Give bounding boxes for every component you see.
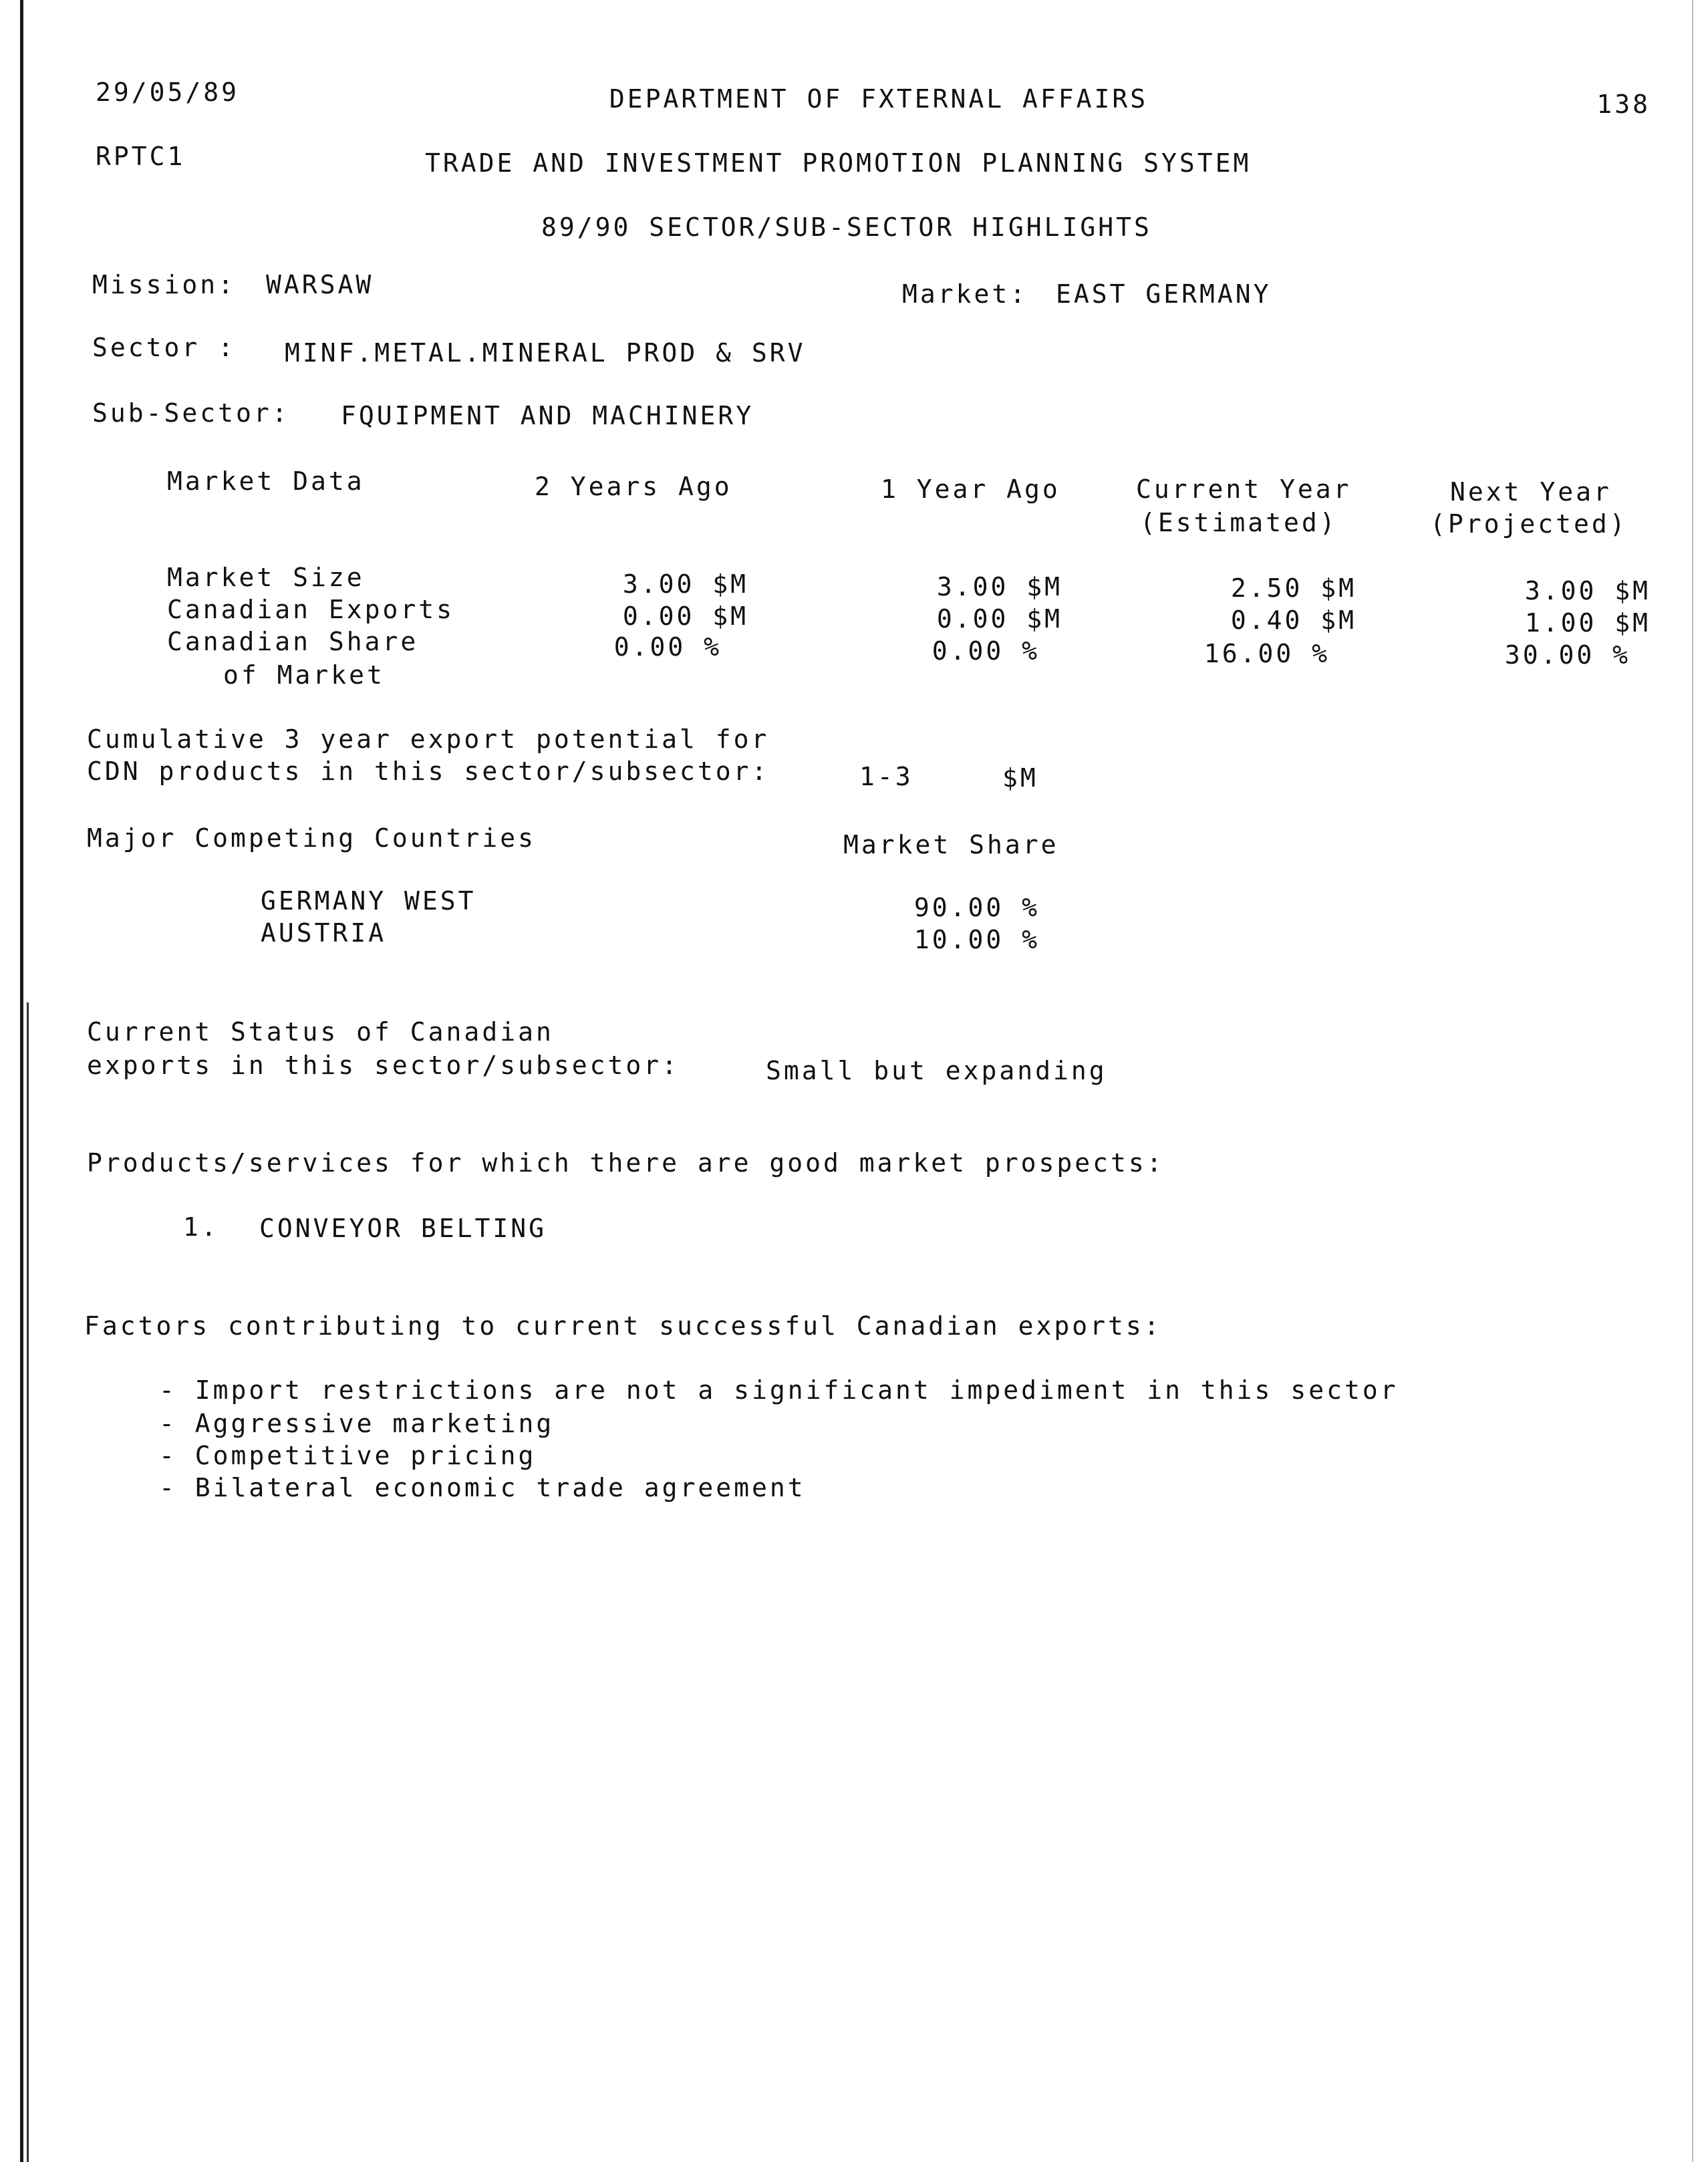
scan-right-edge [1692,0,1693,2162]
cell-value: 30.00 % [1504,640,1630,670]
row-label-market-size: Market Size [167,563,365,592]
sub-sector-label: Sub-Sector: [92,398,290,428]
cell-value: 3.00 $M [936,572,1062,601]
cell-value: 3.00 $M [1524,576,1651,605]
product-number: 1. [183,1212,219,1242]
row-label-of-market: of Market [223,660,385,690]
report-date: 29/05/89 [96,78,240,107]
current-status-line2: exports in this sector/subsector: [87,1051,680,1080]
sector-value: MINF.METAL.MINERAL PROD & SRV [285,338,806,368]
column-header-next-year: Next Year [1450,477,1612,507]
mission-label: Mission: [92,270,237,299]
scan-edge-line [20,0,23,2162]
row-label-canadian-share: Canadian Share [167,627,419,656]
column-subheader-projected: (Projected) [1430,509,1628,539]
report-title: 89/90 SECTOR/SUB-SECTOR HIGHLIGHTS [541,213,1152,242]
current-status-value: Small but expanding [766,1056,1107,1085]
cell-value: 16.00 % [1203,639,1330,668]
factor-item: - Competitive pricing [159,1441,537,1470]
column-header-2-years-ago: 2 Years Ago [535,472,732,501]
competitor-country: AUSTRIA [261,918,387,948]
competitors-share-header: Market Share [843,830,1059,859]
cell-value: 3.00 $M [622,569,748,599]
cell-value: 0.40 $M [1230,605,1357,635]
current-status-line1: Current Status of Canadian [87,1017,554,1047]
scan-edge-line-secondary [27,1002,29,2162]
sub-sector-value: FQUIPMENT AND MACHINERY [341,401,754,430]
row-label-canadian-exports: Canadian Exports [167,595,455,624]
factor-item: - Bilateral economic trade agreement [159,1473,806,1502]
column-header-1-year-ago: 1 Year Ago [881,475,1060,504]
column-header-current-year: Current Year [1136,475,1352,504]
products-header: Products/services for which there are good market prospects: [87,1148,1165,1178]
market-label: Market: [902,279,1028,309]
export-potential-line2: CDN products in this sector/subsector: [87,757,770,786]
factor-item: - Aggressive marketing [159,1409,555,1438]
system-title: TRADE AND INVESTMENT PROMOTION PLANNING SYSTEM [425,148,1252,178]
cell-value: 0.00 % [932,636,1040,666]
competitors-header: Major Competing Countries [87,823,536,853]
department-title: DEPARTMENT OF FXTERNAL AFFAIRS [609,84,1149,114]
export-potential-line1: Cumulative 3 year export potential for [87,724,770,754]
cell-value: 2.50 $M [1230,573,1357,603]
cell-value: 1.00 $M [1524,608,1651,638]
market-value: EAST GERMANY [1056,279,1272,309]
competitor-share: 10.00 % [913,925,1040,954]
export-potential-value: 1-3 [859,762,913,791]
column-subheader-estimated: (Estimated) [1140,508,1338,537]
factors-header: Factors contributing to current successful Canadian exports: [84,1311,1162,1341]
mission-value: WARSAW [266,270,374,299]
market-data-header: Market Data [167,466,365,496]
competitor-country: GERMANY WEST [261,886,476,916]
page-number: 138 [1596,90,1651,119]
cell-value: 0.00 % [613,632,722,662]
cell-value: 0.00 $M [622,601,748,631]
cell-value: 0.00 $M [936,604,1062,634]
export-potential-unit: $M [1002,763,1038,793]
factor-item: - Import restrictions are not a significant impediment in this sector [159,1375,1399,1405]
product-text: CONVEYOR BELTING [259,1214,547,1243]
sector-label: Sector : [92,333,237,362]
competitor-share: 90.00 % [913,893,1040,922]
report-code: RPTC1 [96,142,186,171]
